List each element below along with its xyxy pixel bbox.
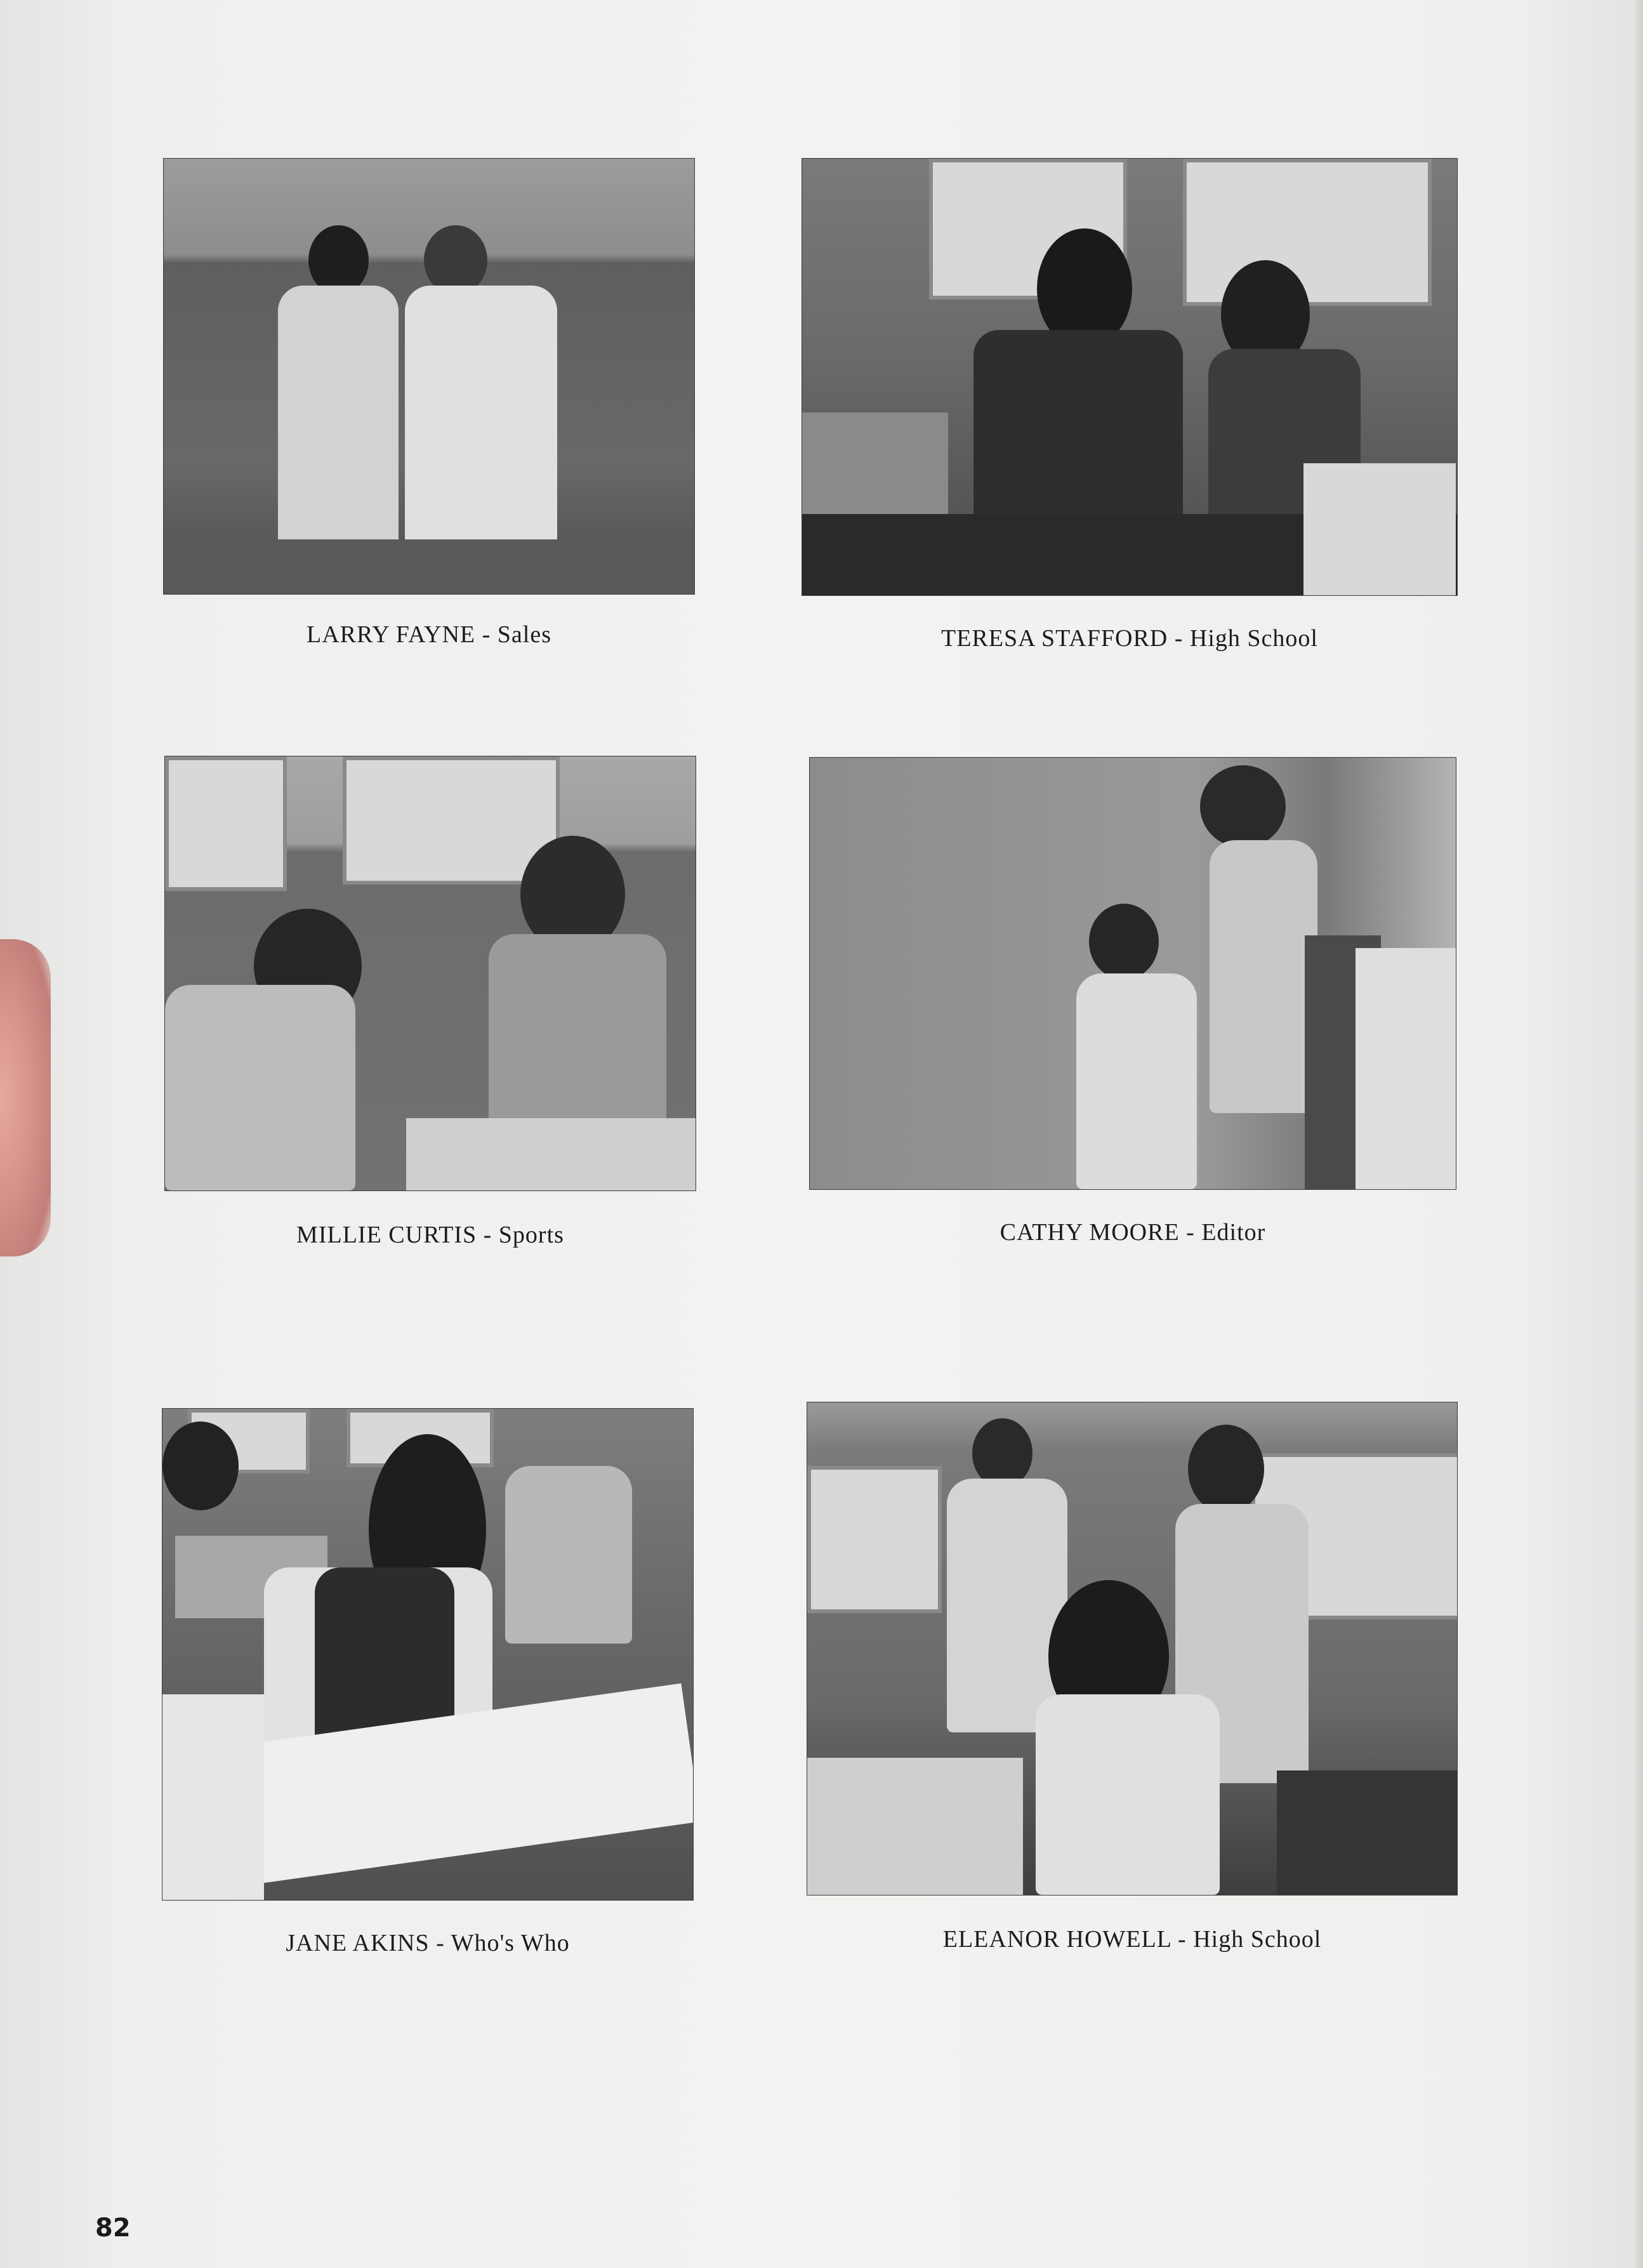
caption-separator: - <box>1168 625 1190 652</box>
caption-name: ELEANOR HOWELL <box>942 1926 1171 1953</box>
caption-separator: - <box>1171 1926 1194 1953</box>
page-edge <box>1632 0 1643 2268</box>
caption-name: JANE AKINS <box>286 1930 430 1956</box>
photo-millie-curtis <box>165 756 696 1190</box>
caption-name: CATHY MOORE <box>1000 1219 1180 1246</box>
caption-separator: - <box>477 1222 499 1248</box>
caption-name: MILLIE CURTIS <box>296 1222 477 1248</box>
caption-role: Who's Who <box>451 1930 570 1956</box>
photo-teresa-stafford <box>802 159 1457 595</box>
caption-separator: - <box>1179 1219 1202 1246</box>
caption-name: TERESA STAFFORD <box>941 625 1168 652</box>
photo-eleanor-howell <box>807 1402 1457 1895</box>
caption-role: Sales <box>497 621 552 648</box>
caption-separator: - <box>429 1930 451 1956</box>
thumb <box>0 939 51 1256</box>
caption-separator: - <box>475 621 498 648</box>
caption-name: LARRY FAYNE <box>306 621 476 648</box>
caption-eleanor-howell <box>807 1925 1457 1953</box>
caption-teresa-stafford <box>802 624 1457 652</box>
page-number: 82 <box>95 2213 131 2243</box>
caption-role: High School <box>1193 1926 1322 1953</box>
caption-cathy-moore <box>810 1218 1456 1246</box>
caption-millie-curtis <box>165 1221 696 1249</box>
photo-larry-fayne <box>164 159 694 594</box>
caption-role: High School <box>1189 625 1318 652</box>
caption-role: Sports <box>498 1222 564 1248</box>
photo-cathy-moore <box>810 758 1456 1189</box>
caption-role: Editor <box>1201 1219 1266 1246</box>
caption-larry-fayne <box>164 621 694 649</box>
caption-jane-akins <box>162 1929 693 1957</box>
photo-jane-akins <box>162 1409 693 1900</box>
